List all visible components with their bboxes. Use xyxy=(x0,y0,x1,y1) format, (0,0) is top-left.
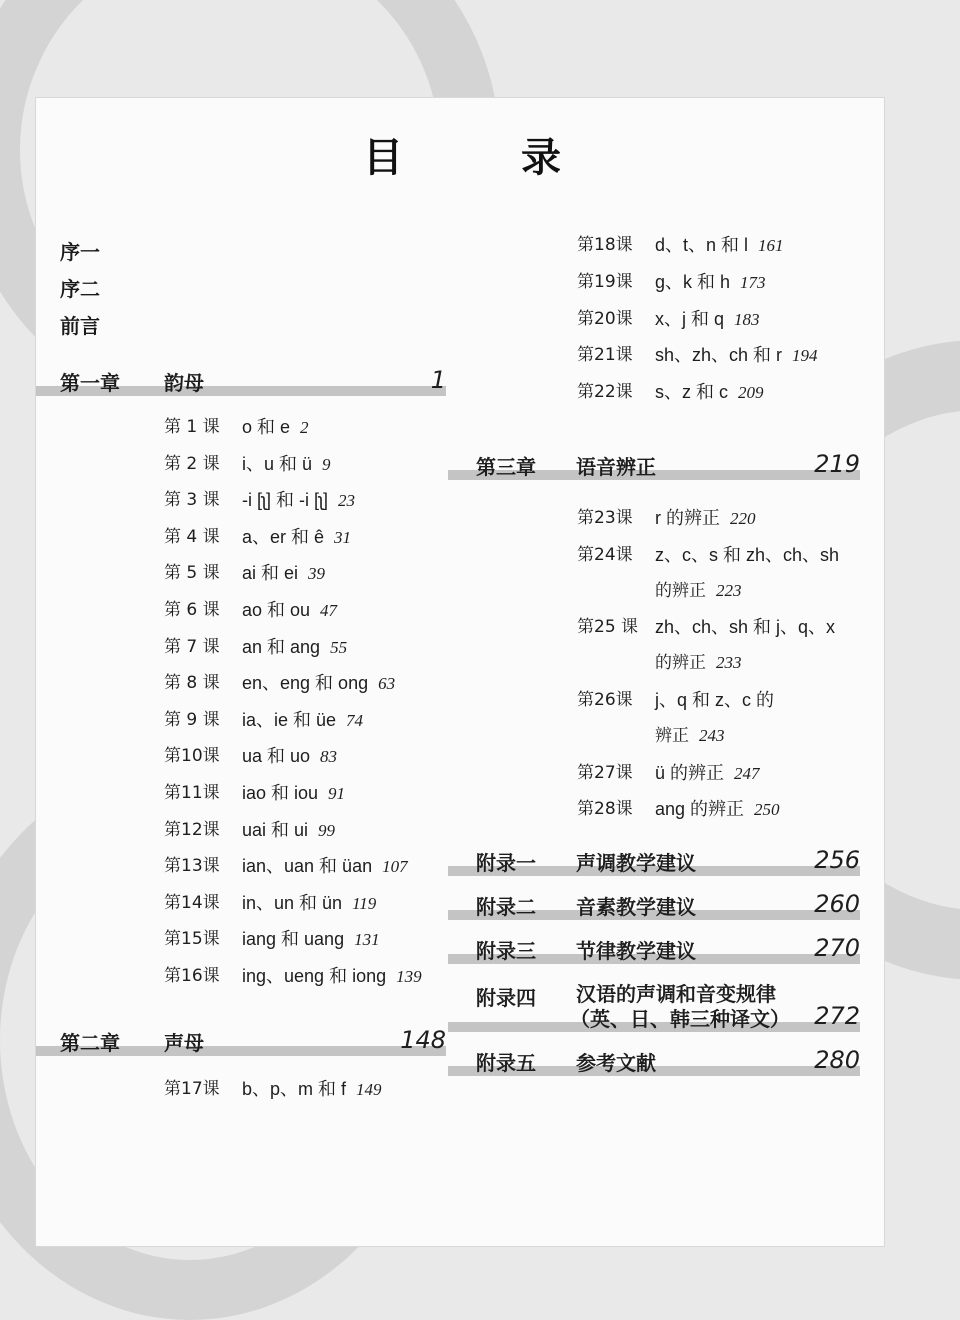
lesson-page: 74 xyxy=(346,710,364,730)
lesson-title-line-2 xyxy=(655,651,742,675)
lesson-title-text: an 和 ang xyxy=(242,636,321,657)
lesson-page: 223 xyxy=(716,581,742,600)
appendix-page: 270 xyxy=(814,934,860,962)
appendix-title: 音素教学建议 xyxy=(576,895,696,919)
lesson-title-text: zh、ch、sh 和 j、q、x xyxy=(655,617,836,637)
appendix-3[interactable] xyxy=(448,930,860,964)
lesson-title xyxy=(242,635,347,660)
chapter-page: 148 xyxy=(400,1026,446,1054)
page-title: 目 录 xyxy=(363,134,613,181)
lesson-title-text: iao 和 iou xyxy=(242,783,319,803)
appendix-label: 附录三 xyxy=(476,939,536,963)
lesson-title-text: ian、uan 和 üan xyxy=(242,856,373,877)
lesson-page: 91 xyxy=(328,784,346,803)
lesson-page: 55 xyxy=(330,637,348,657)
lesson-title xyxy=(242,561,325,586)
lesson-number: 第 3 课 xyxy=(164,490,220,511)
lesson-title xyxy=(655,615,835,639)
lesson-title xyxy=(242,598,337,623)
lesson-page: 243 xyxy=(699,726,725,745)
lesson-title-text: g、k 和 h xyxy=(655,272,731,292)
appendix-1[interactable] xyxy=(448,842,860,876)
lesson-number: 第19课 xyxy=(577,272,633,292)
lesson-title xyxy=(242,671,395,696)
appendix-title: 参考文献 xyxy=(576,1051,656,1075)
lesson-number: 第 6 课 xyxy=(164,600,220,620)
appendix-title-line-2: （英、日、韩三种译文） xyxy=(570,1007,790,1031)
appendix-title: 节律教学建议 xyxy=(576,939,696,963)
chapter-label: 第三章 xyxy=(476,455,536,479)
lesson-title-text: iang 和 uang xyxy=(242,929,345,950)
lesson-page: 83 xyxy=(320,747,338,767)
lesson-title xyxy=(655,761,760,786)
lesson-title-text: s、z 和 c xyxy=(655,382,729,402)
lesson-page: 209 xyxy=(738,383,764,402)
chapter-label: 第一章 xyxy=(60,371,120,395)
lesson-page: 23 xyxy=(338,491,355,511)
chapter-page: 1 xyxy=(430,366,446,394)
lesson-title-text: en、eng 和 ong xyxy=(242,673,369,694)
lesson-title xyxy=(655,688,774,712)
lesson-page: 233 xyxy=(716,653,742,672)
lesson-title xyxy=(655,797,780,822)
lesson-title xyxy=(242,415,309,440)
lesson-title-line-2 xyxy=(655,579,742,603)
lesson-title-text: ua 和 uo xyxy=(242,746,311,767)
chapter-2-heading[interactable] xyxy=(36,1022,446,1056)
lesson-page: 2 xyxy=(300,418,309,437)
lesson-title-text: ao 和 ou xyxy=(242,600,311,620)
lesson-title xyxy=(655,307,760,332)
lesson-title-text: x、j 和 q xyxy=(655,309,725,329)
lesson-page: 247 xyxy=(734,764,760,783)
lesson-title-line-2-text: 辨正 xyxy=(655,726,689,746)
lesson-title-text: ang 的辨正 xyxy=(655,799,745,819)
appendix-label: 附录二 xyxy=(476,895,536,919)
lesson-number: 第11课 xyxy=(164,783,220,803)
front-matter-preface-2[interactable]: 序二 xyxy=(60,277,100,301)
lesson-title xyxy=(242,891,376,916)
lesson-title xyxy=(242,744,337,769)
lesson-number: 第28课 xyxy=(577,799,633,819)
lesson-title xyxy=(242,525,351,550)
lesson-title xyxy=(242,1077,382,1102)
lesson-page: 131 xyxy=(354,930,380,950)
lesson-number: 第 7 课 xyxy=(164,636,220,657)
chapter-title: 韵母 xyxy=(164,371,204,395)
lesson-number: 第27课 xyxy=(577,763,633,783)
lesson-number: 第21课 xyxy=(577,345,633,365)
lesson-number: 第 9 课 xyxy=(164,709,220,730)
lesson-title xyxy=(655,343,818,368)
appendix-page: 260 xyxy=(814,890,860,918)
lesson-page: 119 xyxy=(352,893,377,913)
chapter-3-heading[interactable] xyxy=(448,446,860,480)
appendix-2[interactable] xyxy=(448,886,860,920)
chapter-page: 219 xyxy=(814,450,860,478)
lesson-title-line-2-text: 的辨正 xyxy=(655,581,706,601)
lesson-page: 9 xyxy=(322,454,331,474)
lesson-page: 47 xyxy=(320,601,338,620)
lesson-title xyxy=(242,818,335,843)
lesson-title xyxy=(655,543,839,567)
lesson-title xyxy=(242,708,363,733)
appendix-label: 附录一 xyxy=(476,851,536,875)
lesson-number: 第25 课 xyxy=(577,617,639,637)
lesson-page: 220 xyxy=(730,509,756,528)
lesson-title-text: ia、ie 和 üe xyxy=(242,709,337,730)
lesson-title-text: o 和 e xyxy=(242,417,291,437)
lesson-number: 第 5 课 xyxy=(164,563,220,584)
lesson-number: 第 1 课 xyxy=(164,417,220,437)
lesson-page: 250 xyxy=(754,800,780,819)
lesson-number: 第24课 xyxy=(577,545,633,565)
lesson-number: 第12课 xyxy=(164,819,220,840)
lesson-number: 第13课 xyxy=(164,856,220,877)
lesson-number: 第18课 xyxy=(577,235,633,255)
appendix-page: 256 xyxy=(814,846,860,874)
front-matter-preface-1[interactable]: 序一 xyxy=(60,240,100,264)
lesson-number: 第10课 xyxy=(164,746,220,767)
lesson-page: 107 xyxy=(382,857,408,877)
chapter-title: 语音辨正 xyxy=(576,455,656,479)
lesson-title-text: z、c、s 和 zh、ch、sh xyxy=(655,545,840,565)
lesson-title-line-2-text: 的辨正 xyxy=(655,653,706,673)
lesson-page: 139 xyxy=(396,967,422,986)
lesson-title-text: ai 和 ei xyxy=(242,563,299,584)
lesson-title xyxy=(655,233,784,258)
lesson-title-text: in、un 和 ün xyxy=(242,892,343,913)
lesson-title xyxy=(655,506,756,531)
lesson-number: 第16课 xyxy=(164,966,220,986)
lesson-number: 第14课 xyxy=(164,892,220,913)
lesson-number: 第22课 xyxy=(577,382,633,402)
lesson-number: 第26课 xyxy=(577,690,633,710)
lesson-title-text: a、er 和 ê xyxy=(242,526,325,547)
appendix-4[interactable] xyxy=(448,976,860,1032)
lesson-page: 161 xyxy=(758,236,784,255)
lesson-title-text: sh、zh、ch 和 r xyxy=(655,345,783,365)
lesson-page: 183 xyxy=(734,310,760,329)
lesson-number: 第 2 课 xyxy=(164,453,220,474)
lesson-title xyxy=(242,781,345,806)
lesson-page: 149 xyxy=(356,1080,382,1099)
appendix-label: 附录四 xyxy=(476,986,536,1010)
lesson-title-text: j、q 和 z、c 的 xyxy=(655,690,775,710)
lesson-title-text: -i [ʅ] 和 -i [ʅ] xyxy=(242,490,328,511)
lesson-title-text: b、p、m 和 f xyxy=(242,1079,347,1099)
lesson-title-text: ing、ueng 和 iong xyxy=(242,966,387,986)
lesson-page: 31 xyxy=(334,527,352,547)
lesson-page: 39 xyxy=(308,564,326,584)
lesson-number: 第20课 xyxy=(577,309,633,329)
lesson-title-line-2 xyxy=(655,724,725,748)
lesson-number: 第23课 xyxy=(577,508,633,528)
lesson-title xyxy=(242,927,380,952)
lesson-title xyxy=(655,270,766,295)
appendix-5[interactable] xyxy=(448,1042,860,1076)
lesson-number: 第 4 课 xyxy=(164,526,220,547)
lesson-page: 99 xyxy=(318,820,336,840)
lesson-title xyxy=(242,488,355,513)
lesson-title xyxy=(242,964,422,989)
lesson-page: 194 xyxy=(792,346,818,365)
chapter-title: 声母 xyxy=(164,1031,204,1055)
lesson-title-text: uai 和 ui xyxy=(242,819,309,840)
lesson-title-text: d、t、n 和 l xyxy=(655,235,749,255)
appendix-label: 附录五 xyxy=(476,1051,536,1075)
appendix-title: 声调教学建议 xyxy=(576,851,696,875)
lesson-number: 第15课 xyxy=(164,929,220,950)
appendix-title: 汉语的声调和音变规律 xyxy=(576,982,776,1006)
lesson-title-text: i、u 和 ü xyxy=(242,453,313,474)
lesson-number: 第 8 课 xyxy=(164,673,220,694)
chapter-label: 第二章 xyxy=(60,1031,120,1055)
lesson-page: 63 xyxy=(378,674,396,694)
lesson-title xyxy=(242,854,408,879)
appendix-page: 280 xyxy=(814,1046,860,1074)
lesson-number: 第17课 xyxy=(164,1079,220,1099)
lesson-page: 173 xyxy=(740,273,766,292)
appendix-page: 272 xyxy=(814,1002,860,1030)
lesson-title-text: ü 的辨正 xyxy=(655,763,725,783)
chapter-1-heading[interactable] xyxy=(36,362,446,396)
lesson-title-text: r 的辨正 xyxy=(655,508,720,528)
front-matter-foreword[interactable]: 前言 xyxy=(60,314,100,338)
lesson-title xyxy=(242,452,331,477)
lesson-title xyxy=(655,380,764,405)
